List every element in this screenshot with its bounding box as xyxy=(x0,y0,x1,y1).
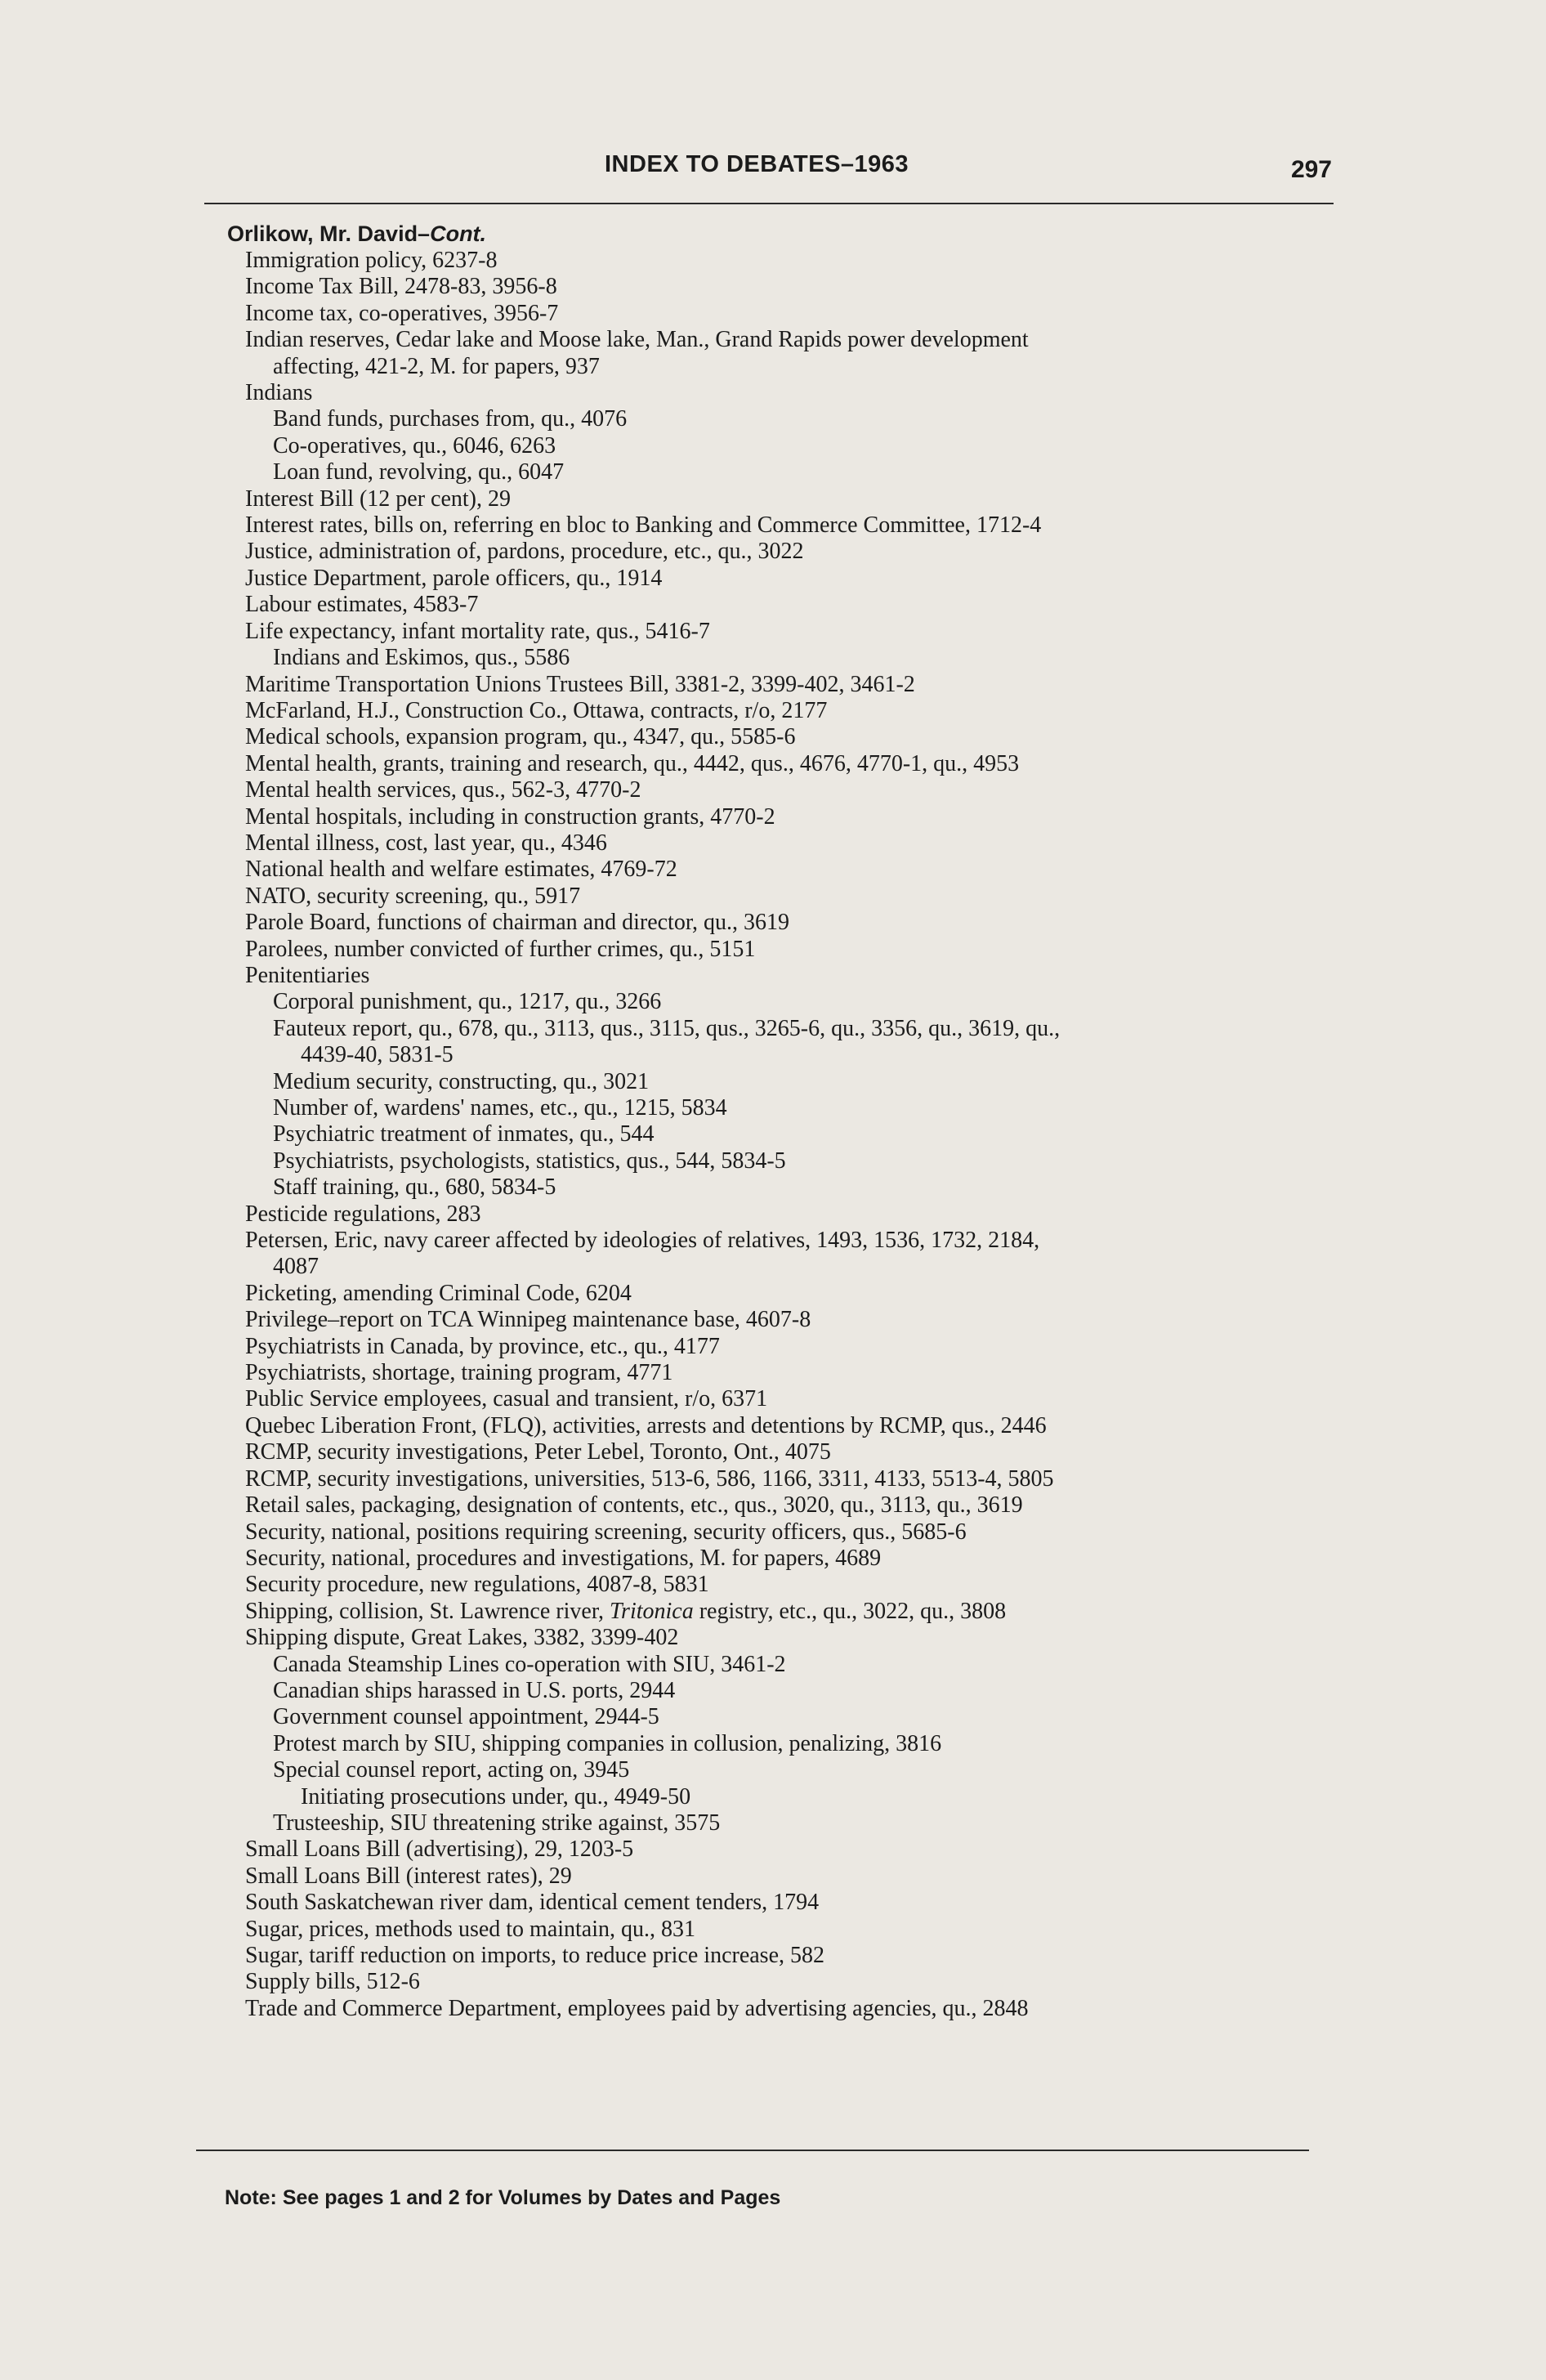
entry-text: Fauteux report, qu., 678, qu., 3113, qus., 3115, qus., 3265-6, qu., 3356, qu., 3619, qu., xyxy=(273,1015,1061,1041)
entry-text: Justice Department, parole officers, qu., 1914 xyxy=(245,565,663,591)
entry-text: McFarland, H.J., Construction Co., Ottawa, contracts, r/o, 2177 xyxy=(245,697,828,723)
entry-text: Maritime Transportation Unions Trustees Bill, 3381-2, 3399-402, 3461-2 xyxy=(245,671,915,697)
entry-text: NATO, security screening, qu., 5917 xyxy=(245,883,581,909)
index-entry xyxy=(235,327,1347,380)
index-entry xyxy=(235,1572,1347,1598)
index-entry xyxy=(235,645,1347,671)
entry-continuation: 4439-40, 5831-5 xyxy=(301,1042,454,1068)
index-entry xyxy=(235,1917,1347,1943)
entry-text: Staff training, qu., 680, 5834-5 xyxy=(273,1174,556,1201)
index-entry xyxy=(235,1281,1347,1307)
entry-text: Security, national, procedures and investigations, M. for papers, 4689 xyxy=(245,1545,882,1571)
index-entry xyxy=(235,910,1347,936)
entry-text: Pesticide regulations, 283 xyxy=(245,1201,481,1227)
index-entry xyxy=(235,1413,1347,1439)
entry-text: Government counsel appointment, 2944-5 xyxy=(273,1704,659,1730)
entry-text: Protest march by SIU, shipping companies in collusion, penalizing, 3816 xyxy=(273,1730,942,1756)
entry-text: Psychiatric treatment of inmates, qu., 544 xyxy=(273,1121,655,1148)
main-heading-cont: Cont. xyxy=(430,221,487,246)
index-entry xyxy=(235,486,1347,512)
index-entry xyxy=(235,380,1347,406)
index-entry xyxy=(235,1996,1347,2022)
index-entry xyxy=(235,1704,1347,1730)
entry-text: Labour estimates, 4583-7 xyxy=(245,592,479,618)
entry-text: Interest Bill (12 per cent), 29 xyxy=(245,485,512,512)
entry-text: Retail sales, packaging, designation of contents, etc., qus., 3020, qu., 3113, qu., 3619 xyxy=(245,1492,1023,1519)
index-entry xyxy=(235,1228,1347,1281)
entry-text: Security, national, positions requiring screening, security officers, qus., 5685-6 xyxy=(245,1519,967,1545)
entry-text: Band funds, purchases from, qu., 4076 xyxy=(273,406,628,432)
entry-text: Security procedure, new regulations, 4087-8, 5831 xyxy=(245,1572,709,1598)
index-entry xyxy=(235,1519,1347,1546)
index-entry xyxy=(235,1386,1347,1412)
index-entry xyxy=(235,1360,1347,1386)
entry-text: Picketing, amending Criminal Code, 6204 xyxy=(245,1280,632,1306)
index-entry xyxy=(235,1969,1347,1995)
entry-text: Quebec Liberation Front, (FLQ), activities, arrests and detentions by RCMP, qus., 2446 xyxy=(245,1412,1047,1438)
entry-text: Small Loans Bill (advertising), 29, 1203-5 xyxy=(245,1836,634,1863)
entry-text: Income tax, co-operatives, 3956-7 xyxy=(245,300,559,326)
index-entry xyxy=(235,777,1347,803)
entry-text: Public Service employees, casual and transient, r/o, 6371 xyxy=(245,1386,768,1412)
index-entry xyxy=(235,1439,1347,1465)
entry-text: Shipping, collision, St. Lawrence river, xyxy=(245,1598,610,1624)
entry-text: Shipping dispute, Great Lakes, 3382, 3399-402 xyxy=(245,1625,679,1651)
index-entry xyxy=(235,592,1347,618)
index-entry xyxy=(235,1810,1347,1836)
entry-text: South Saskatchewan river dam, identical cement tenders, 1794 xyxy=(245,1890,820,1916)
entry-text: Life expectancy, infant mortality rate, qus., 5416-7 xyxy=(245,618,710,644)
entry-text: Supply bills, 512-6 xyxy=(245,1969,420,1995)
index-entry xyxy=(235,1492,1347,1519)
entry-text: Loan fund, revolving, qu., 6047 xyxy=(273,459,565,485)
entry-text: Indians xyxy=(245,380,313,406)
index-entry xyxy=(235,937,1347,963)
index-entry xyxy=(235,1784,1347,1810)
index-entry xyxy=(235,857,1347,883)
index-entry xyxy=(235,248,1347,274)
index-entry xyxy=(235,1836,1347,1863)
index-entry xyxy=(235,1334,1347,1360)
index-entry xyxy=(235,459,1347,485)
entry-text: Special counsel report, acting on, 3945 xyxy=(273,1757,630,1783)
entry-continuation: 4087 xyxy=(273,1254,319,1280)
entry-text-after: registry, etc., qu., 3022, qu., 3808 xyxy=(693,1598,1007,1624)
index-entry xyxy=(235,1307,1347,1333)
index-entry xyxy=(235,1599,1347,1625)
footer-note: Note: See pages 1 and 2 for Volumes by Dates and Pages xyxy=(225,2186,781,2209)
index-entry xyxy=(235,672,1347,698)
entry-text: Small Loans Bill (interest rates), 29 xyxy=(245,1863,572,1889)
index-entry xyxy=(235,1069,1347,1095)
entry-text: Medium security, constructing, qu., 3021 xyxy=(273,1068,650,1094)
index-entry xyxy=(235,963,1347,989)
main-heading xyxy=(227,221,1347,248)
index-entry xyxy=(235,1121,1347,1148)
index-entry xyxy=(235,989,1347,1015)
index-entry xyxy=(235,539,1347,565)
entry-text: Canadian ships harassed in U.S. ports, 2944 xyxy=(273,1677,676,1703)
entry-text: National health and welfare estimates, 4769-72 xyxy=(245,857,677,883)
entry-text: Psychiatrists in Canada, by province, etc., qu., 4177 xyxy=(245,1333,720,1359)
entry-text: Trade and Commerce Department, employees paid by advertising agencies, qu., 2848 xyxy=(245,1995,1029,2021)
entry-continuation: affecting, 421-2, M. for papers, 937 xyxy=(273,353,600,379)
index-entry xyxy=(235,406,1347,432)
entry-text: Mental health services, qus., 562-3, 4770-2 xyxy=(245,777,641,803)
entry-text: Income Tax Bill, 2478-83, 3956-8 xyxy=(245,274,557,300)
index-entries xyxy=(227,221,1347,2022)
entry-text: Mental hospitals, including in construction grants, 4770-2 xyxy=(245,803,775,830)
entry-text: RCMP, security investigations, universities, 513-6, 586, 1166, 3311, 4133, 5513-4, 5805 xyxy=(245,1465,1054,1492)
main-heading-name: Orlikow, Mr. David– xyxy=(227,221,431,246)
index-entry xyxy=(235,566,1347,592)
footer-rule xyxy=(196,2150,1309,2151)
index-entry xyxy=(235,1757,1347,1783)
index-entry xyxy=(235,1863,1347,1890)
entry-text: Penitentiaries xyxy=(245,962,370,988)
index-entry xyxy=(235,1943,1347,1969)
entry-text: Mental illness, cost, last year, qu., 4346 xyxy=(245,830,607,856)
index-entry xyxy=(235,1174,1347,1201)
index-entry xyxy=(235,804,1347,830)
index-entry xyxy=(235,830,1347,857)
entry-text: Petersen, Eric, navy career affected by ideologies of relatives, 1493, 1536, 1732, 2184, xyxy=(245,1228,1040,1254)
entry-text: Medical schools, expansion program, qu., 4347, qu., 5585-6 xyxy=(245,724,796,750)
entry-text: Parole Board, functions of chairman and director, qu., 3619 xyxy=(245,910,790,936)
entry-text: Indian reserves, Cedar lake and Moose lake, Man., Grand Rapids power development xyxy=(245,327,1029,353)
index-entry xyxy=(235,1201,1347,1228)
entry-text: Justice, administration of, pardons, procedure, etc., qu., 3022 xyxy=(245,539,804,565)
index-entry xyxy=(235,1652,1347,1678)
index-entry xyxy=(235,751,1347,777)
entry-text: Parolees, number convicted of further crimes, qu., 5151 xyxy=(245,936,756,962)
index-entry xyxy=(235,1890,1347,1916)
header-rule xyxy=(204,203,1334,204)
index-entry xyxy=(235,1148,1347,1174)
index-entry xyxy=(235,1016,1347,1069)
entry-text: Sugar, tariff reduction on imports, to reduce price increase, 582 xyxy=(245,1943,825,1968)
entry-text: Immigration policy, 6237-8 xyxy=(245,248,498,273)
index-entry xyxy=(235,512,1347,539)
index-entry xyxy=(235,1678,1347,1704)
index-entry xyxy=(235,1546,1347,1572)
entry-text: RCMP, security investigations, Peter Lebel, Toronto, Ont., 4075 xyxy=(245,1439,831,1465)
entry-text: Number of, wardens' names, etc., qu., 1215, 5834 xyxy=(273,1095,727,1121)
index-entry xyxy=(235,724,1347,750)
index-entry xyxy=(235,301,1347,327)
entry-text: Initiating prosecutions under, qu., 4949-50 xyxy=(301,1783,691,1810)
page-header xyxy=(204,143,1332,192)
entry-text: Psychiatrists, shortage, training program, 4771 xyxy=(245,1360,673,1386)
index-entry xyxy=(235,1466,1347,1492)
entry-text: Psychiatrists, psychologists, statistics, qus., 544, 5834-5 xyxy=(273,1148,786,1174)
index-entry xyxy=(235,884,1347,910)
entry-text: Co-operatives, qu., 6046, 6263 xyxy=(273,432,556,459)
index-entry xyxy=(235,698,1347,724)
index-entry xyxy=(235,274,1347,300)
page-title: INDEX TO DEBATES–1963 xyxy=(605,151,909,177)
index-entry xyxy=(235,1625,1347,1651)
entry-text: Indians and Eskimos, qus., 5586 xyxy=(273,645,570,671)
entry-text: Mental health, grants, training and research, qu., 4442, qus., 4676, 4770-1, qu., 4953 xyxy=(245,750,1020,776)
index-entry xyxy=(235,619,1347,645)
entry-text: Canada Steamship Lines co-operation with SIU, 3461-2 xyxy=(273,1651,786,1677)
entry-text: Sugar, prices, methods used to maintain, qu., 831 xyxy=(245,1916,696,1942)
index-entry xyxy=(235,1731,1347,1757)
entry-italic-text: Tritonica xyxy=(610,1598,694,1624)
page-number: 297 xyxy=(1290,156,1332,183)
index-entry xyxy=(235,1095,1347,1121)
entry-text: Trusteeship, SIU threatening strike against, 3575 xyxy=(273,1810,721,1836)
entry-text: Corporal punishment, qu., 1217, qu., 3266 xyxy=(273,989,662,1015)
entry-text: Privilege–report on TCA Winnipeg maintenance base, 4607-8 xyxy=(245,1307,811,1333)
entry-text: Interest rates, bills on, referring en bloc to Banking and Commerce Committee, 1712-4 xyxy=(245,512,1042,539)
index-entry xyxy=(235,433,1347,459)
